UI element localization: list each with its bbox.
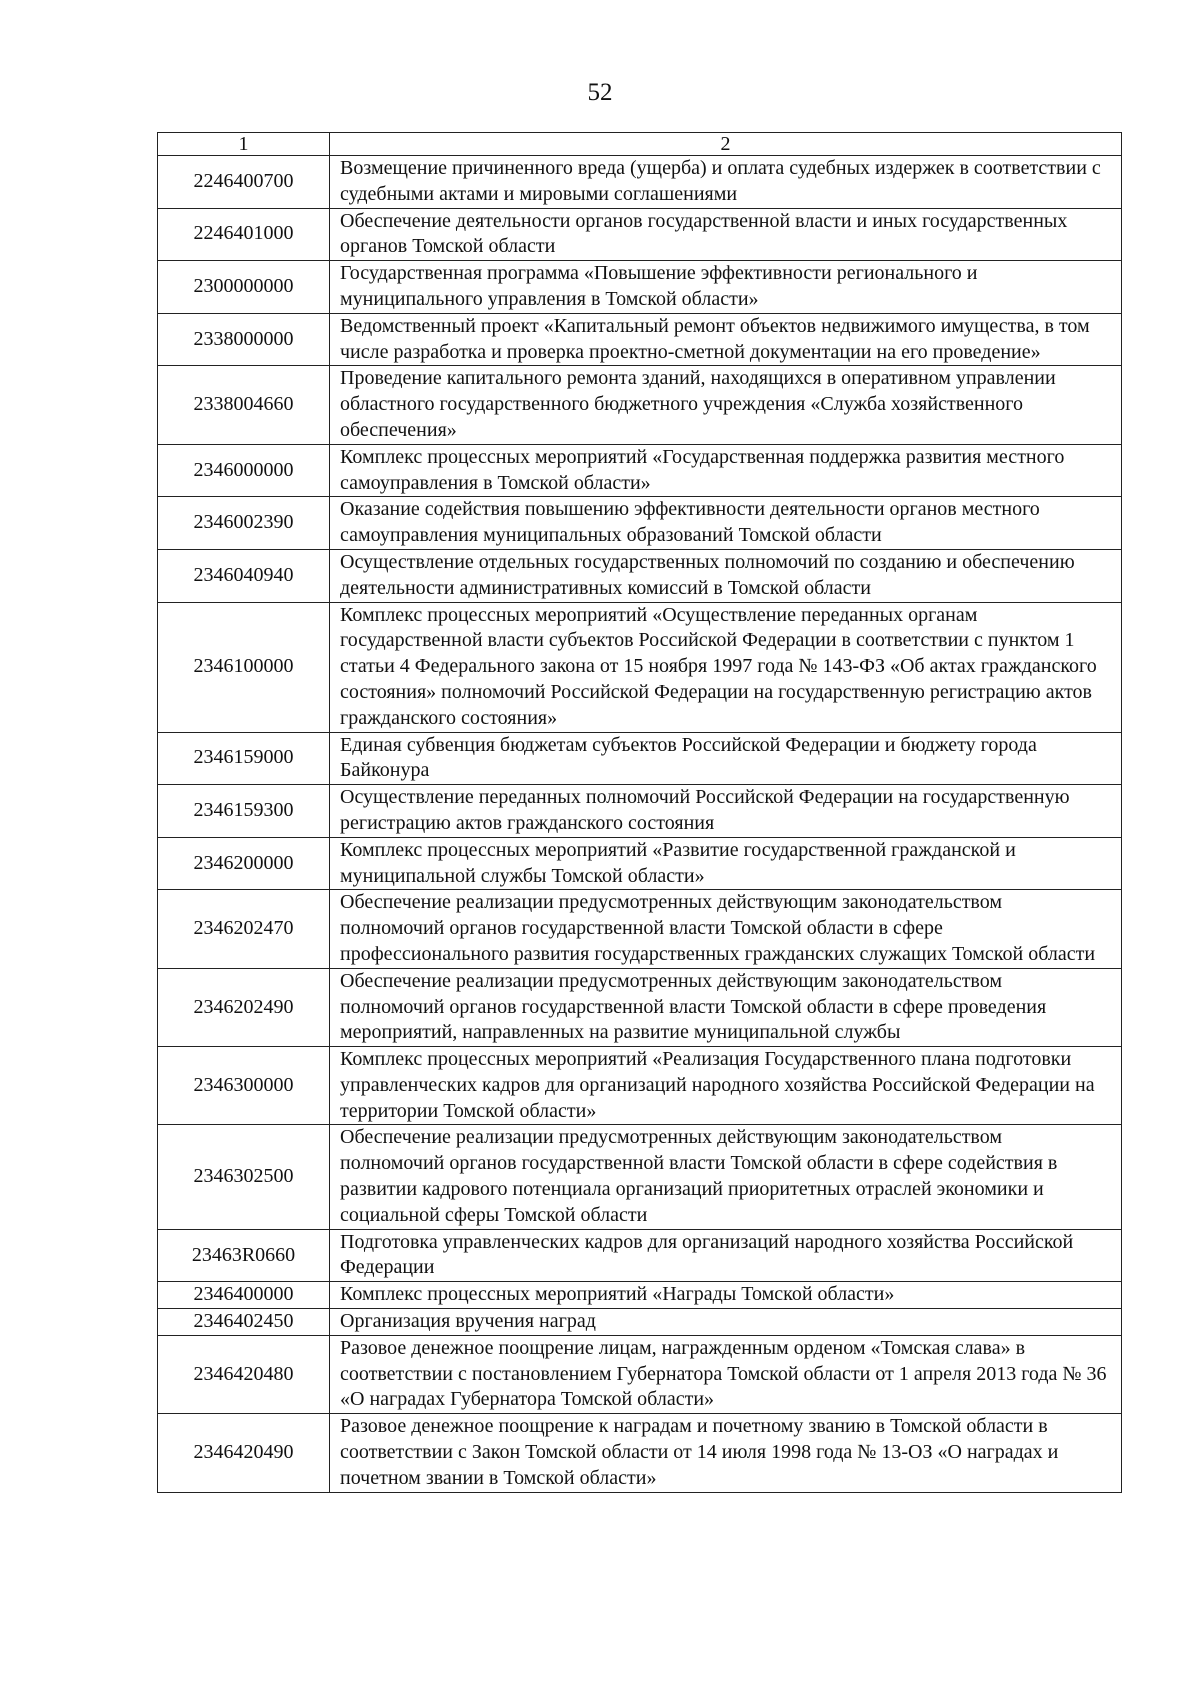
table-row bbox=[158, 890, 1122, 968]
row-description: Разовое денежное поощрение лицам, награжденным орденом «Томская слава» в соответствии с постановлением Губернатора Томской области от 1 апреля 2013 года № 36 «О наградах Губернатора Томской области» bbox=[330, 1335, 1122, 1413]
row-description: Комплекс процессных мероприятий «Награды Томской области» bbox=[330, 1282, 1122, 1309]
table-row bbox=[158, 366, 1122, 444]
table-row bbox=[158, 837, 1122, 890]
budget-classification-table bbox=[157, 132, 1122, 1493]
row-description: Подготовка управленческих кадров для организаций народного хозяйства Российской Федерации bbox=[330, 1229, 1122, 1282]
table-row bbox=[158, 1282, 1122, 1309]
row-description: Осуществление переданных полномочий Российской Федерации на государственную регистрацию актов гражданского состояния bbox=[330, 785, 1122, 838]
row-description: Проведение капитального ремонта зданий, находящихся в оперативном управлении областного государственного бюджетного учреждения «Служба хозяйственного обеспечения» bbox=[330, 366, 1122, 444]
table-row bbox=[158, 1229, 1122, 1282]
row-description: Государственная программа «Повышение эффективности регионального и муниципального управления в Томской области» bbox=[330, 261, 1122, 314]
table-row bbox=[158, 313, 1122, 366]
row-description: Комплекс процессных мероприятий «Осуществление переданных органам государственной власти субъектов Российской Федерации в соответствии с пунктом 1 статьи 4 Федерального закона от 15 ноября 1997 года № 143-ФЗ «Об актах гражданского состояния» полномочий Российской Федерации на государственную регистрацию актов гражданского состояния» bbox=[330, 602, 1122, 732]
table-row bbox=[158, 968, 1122, 1046]
table-row bbox=[158, 1414, 1122, 1492]
row-code: 2300000000 bbox=[158, 261, 330, 314]
row-code: 2346002390 bbox=[158, 497, 330, 550]
row-code: 2346202470 bbox=[158, 890, 330, 968]
table-row bbox=[158, 1335, 1122, 1413]
row-code: 2346400000 bbox=[158, 1282, 330, 1309]
row-code: 2338004660 bbox=[158, 366, 330, 444]
row-code: 2346420480 bbox=[158, 1335, 330, 1413]
row-code: 2346200000 bbox=[158, 837, 330, 890]
row-description: Единая субвенция бюджетам субъектов Российской Федерации и бюджету города Байконура bbox=[330, 732, 1122, 785]
row-code: 2346402450 bbox=[158, 1309, 330, 1336]
row-code: 2346300000 bbox=[158, 1047, 330, 1125]
row-code: 2346302500 bbox=[158, 1125, 330, 1229]
row-code: 23463R0660 bbox=[158, 1229, 330, 1282]
row-code: 2346000000 bbox=[158, 444, 330, 497]
table-row bbox=[158, 444, 1122, 497]
row-code: 2246400700 bbox=[158, 156, 330, 209]
row-code: 2346100000 bbox=[158, 602, 330, 732]
row-description: Возмещение причиненного вреда (ущерба) и оплата судебных издержек в соответствии с судебными актами и мировыми соглашениями bbox=[330, 156, 1122, 209]
row-description: Разовое денежное поощрение к наградам и почетному званию в Томской области в соответствии с Закон Томской области от 14 июля 1998 года № 13-ОЗ «О наградах и почетном звании в Томской области» bbox=[330, 1414, 1122, 1492]
row-code: 2246401000 bbox=[158, 208, 330, 261]
row-code: 2346040940 bbox=[158, 549, 330, 602]
column-header-1: 1 bbox=[158, 133, 330, 156]
page-number: 52 bbox=[587, 79, 613, 106]
row-description: Организация вручения наград bbox=[330, 1309, 1122, 1336]
row-description: Обеспечение деятельности органов государственной власти и иных государственных органов Томской области bbox=[330, 208, 1122, 261]
table-row bbox=[158, 732, 1122, 785]
table-row bbox=[158, 208, 1122, 261]
table-row bbox=[158, 549, 1122, 602]
table-row bbox=[158, 1125, 1122, 1229]
row-code: 2346159300 bbox=[158, 785, 330, 838]
table-row bbox=[158, 1309, 1122, 1336]
row-code: 2346202490 bbox=[158, 968, 330, 1046]
table-header-row bbox=[158, 133, 1122, 156]
row-description: Оказание содействия повышению эффективности деятельности органов местного самоуправления муниципальных образований Томской области bbox=[330, 497, 1122, 550]
table-row bbox=[158, 785, 1122, 838]
row-description: Комплекс процессных мероприятий «Развитие государственной гражданской и муниципальной службы Томской области» bbox=[330, 837, 1122, 890]
row-code: 2338000000 bbox=[158, 313, 330, 366]
row-description: Обеспечение реализации предусмотренных действующим законодательством полномочий органов государственной власти Томской области в сфере профессионального развития государственных гражданских служащих Томской области bbox=[330, 890, 1122, 968]
table-row bbox=[158, 261, 1122, 314]
row-description: Комплекс процессных мероприятий «Реализация Государственного плана подготовки управленческих кадров для организаций народного хозяйства Российской Федерации на территории Томской области» bbox=[330, 1047, 1122, 1125]
row-description: Осуществление отдельных государственных полномочий по созданию и обеспечению деятельности административных комиссий в Томской области bbox=[330, 549, 1122, 602]
table-row bbox=[158, 497, 1122, 550]
table-row bbox=[158, 1047, 1122, 1125]
column-header-2: 2 bbox=[330, 133, 1122, 156]
row-description: Обеспечение реализации предусмотренных действующим законодательством полномочий органов государственной власти Томской области в сфере проведения мероприятий, направленных на развитие муниципальной службы bbox=[330, 968, 1122, 1046]
row-code: 2346159000 bbox=[158, 732, 330, 785]
row-code: 2346420490 bbox=[158, 1414, 330, 1492]
row-description: Ведомственный проект «Капитальный ремонт объектов недвижимого имущества, в том числе разработка и проверка проектно-сметной документации на его проведение» bbox=[330, 313, 1122, 366]
table-row bbox=[158, 156, 1122, 209]
row-description: Комплекс процессных мероприятий «Государственная поддержка развития местного самоуправления в Томской области» bbox=[330, 444, 1122, 497]
table-row bbox=[158, 602, 1122, 732]
row-description: Обеспечение реализации предусмотренных действующим законодательством полномочий органов государственной власти Томской области в сфере содействия в развитии кадрового потенциала организаций приоритетных отраслей экономики и социальной сферы Томской области bbox=[330, 1125, 1122, 1229]
